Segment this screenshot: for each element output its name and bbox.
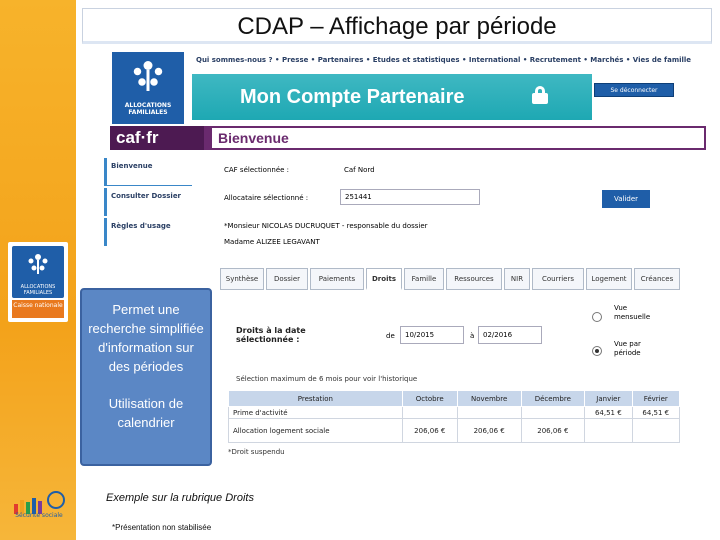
- menu-item-bienvenue[interactable]: Bienvenue: [104, 158, 192, 186]
- callout-text-search: Permet une recherche simplifiée d'information sur des périodes: [88, 302, 204, 374]
- table-cell: [521, 407, 585, 419]
- tab-ressources[interactable]: Ressources: [446, 268, 502, 290]
- side-menu: [104, 158, 192, 248]
- droits-table: [228, 390, 680, 443]
- welcome-heading: Bienvenue: [210, 126, 706, 150]
- disconnect-button[interactable]: Se déconnecter: [594, 83, 674, 97]
- date-from-label: de: [386, 332, 395, 340]
- table-cell: 64,51 €: [632, 407, 679, 419]
- securite-sociale-label: Sécurité sociale: [15, 512, 63, 519]
- caf-national-logo: [8, 242, 68, 322]
- conjoint-text: Madame ALIZEE LEGAVANT: [224, 238, 320, 246]
- tab-dossier[interactable]: Dossier: [266, 268, 308, 290]
- table-row: [229, 407, 680, 419]
- allocataire-label: Allocataire sélectionné :: [224, 194, 309, 202]
- column-header: Novembre: [457, 391, 521, 407]
- date-to-input[interactable]: 02/2016: [478, 326, 542, 344]
- table-cell: Allocation logement sociale: [229, 419, 403, 443]
- allocataire-input[interactable]: 251441: [340, 189, 480, 205]
- column-header: Janvier: [585, 391, 632, 407]
- table-cell: [632, 419, 679, 443]
- tab-droits[interactable]: Droits: [366, 268, 402, 290]
- family-tree-icon: [26, 252, 50, 276]
- top-navigation[interactable]: Qui sommes-nous ? • Presse • Partenaires • Etudes et statistiques • International • Recrutement • Marchés • Vies de famille: [196, 56, 692, 64]
- caf-selected-label: CAF sélectionnée :: [224, 166, 290, 174]
- securite-sociale-logo-icon: [8, 480, 70, 526]
- tab-synthese[interactable]: Synthèse: [220, 268, 264, 290]
- example-caption: Exemple sur la rubrique Droits: [106, 492, 254, 504]
- responsable-text: *Monsieur NICOLAS DUCRUQUET - responsable du dossier: [224, 222, 428, 230]
- menu-item-regles-usage[interactable]: Règles d'usage: [104, 218, 192, 246]
- caisse-nationale-label: Caisse nationale: [12, 300, 64, 318]
- menu-item-consulter-dossier[interactable]: Consulter Dossier: [104, 188, 192, 216]
- tab-famille[interactable]: Famille: [404, 268, 444, 290]
- caf-selected-value: Caf Nord: [344, 166, 375, 174]
- table-row: [229, 419, 680, 443]
- slide-title: CDAP – Affichage par période: [82, 8, 712, 44]
- table-cell: 64,51 €: [585, 407, 632, 419]
- lock-icon: [532, 86, 548, 104]
- table-cell: [457, 407, 521, 419]
- radio-label-mensuelle: Vue mensuelle: [614, 304, 651, 321]
- date-from-input[interactable]: 10/2015: [400, 326, 464, 344]
- column-header: Décembre: [521, 391, 585, 407]
- column-header: Février: [632, 391, 679, 407]
- portal-banner: [192, 74, 592, 120]
- table-cell: Prime d'activité: [229, 407, 403, 419]
- date-to-label: à: [470, 332, 475, 340]
- tab-nir[interactable]: NIR: [504, 268, 530, 290]
- tab-paiements[interactable]: Paiements: [310, 268, 364, 290]
- caf-logo[interactable]: [112, 52, 184, 124]
- logo-caption: ALLOCATIONS FAMILIALES: [20, 284, 56, 296]
- welcome-bar: [110, 126, 706, 150]
- tab-courriers[interactable]: Courriers: [532, 268, 584, 290]
- table-cell: [402, 407, 457, 419]
- banner-title: Mon Compte Partenaire: [240, 86, 465, 108]
- radio-vue-mensuelle[interactable]: [592, 312, 602, 322]
- table-cell: 206,06 €: [402, 419, 457, 443]
- column-header: Prestation: [229, 391, 403, 407]
- feature-callout: [80, 288, 212, 466]
- radio-label-periode: Vue par période: [614, 340, 641, 357]
- family-tree-icon: [130, 58, 166, 94]
- table-cell: 206,06 €: [521, 419, 585, 443]
- footnote: *Présentation non stabilisée: [112, 523, 212, 532]
- history-note: Sélection maximum de 6 mois pour voir l'historique: [236, 375, 418, 383]
- suspendu-note: *Droit suspendu: [228, 448, 285, 456]
- period-label: Droits à la date sélectionnée :: [236, 326, 306, 344]
- column-header: Octobre: [402, 391, 457, 407]
- left-sidebar: [0, 0, 76, 540]
- callout-text-calendar: Utilisation de calendrier: [108, 396, 184, 430]
- logo-caption: ALLOCATIONS FAMILIALES: [124, 102, 172, 116]
- radio-vue-periode[interactable]: [592, 346, 602, 356]
- tab-creances[interactable]: Créances: [634, 268, 680, 290]
- table-cell: 206,06 €: [457, 419, 521, 443]
- table-cell: [585, 419, 632, 443]
- tab-logement[interactable]: Logement: [586, 268, 632, 290]
- valider-button[interactable]: Valider: [602, 190, 650, 208]
- caf-fr-brand[interactable]: caf·fr: [110, 126, 204, 150]
